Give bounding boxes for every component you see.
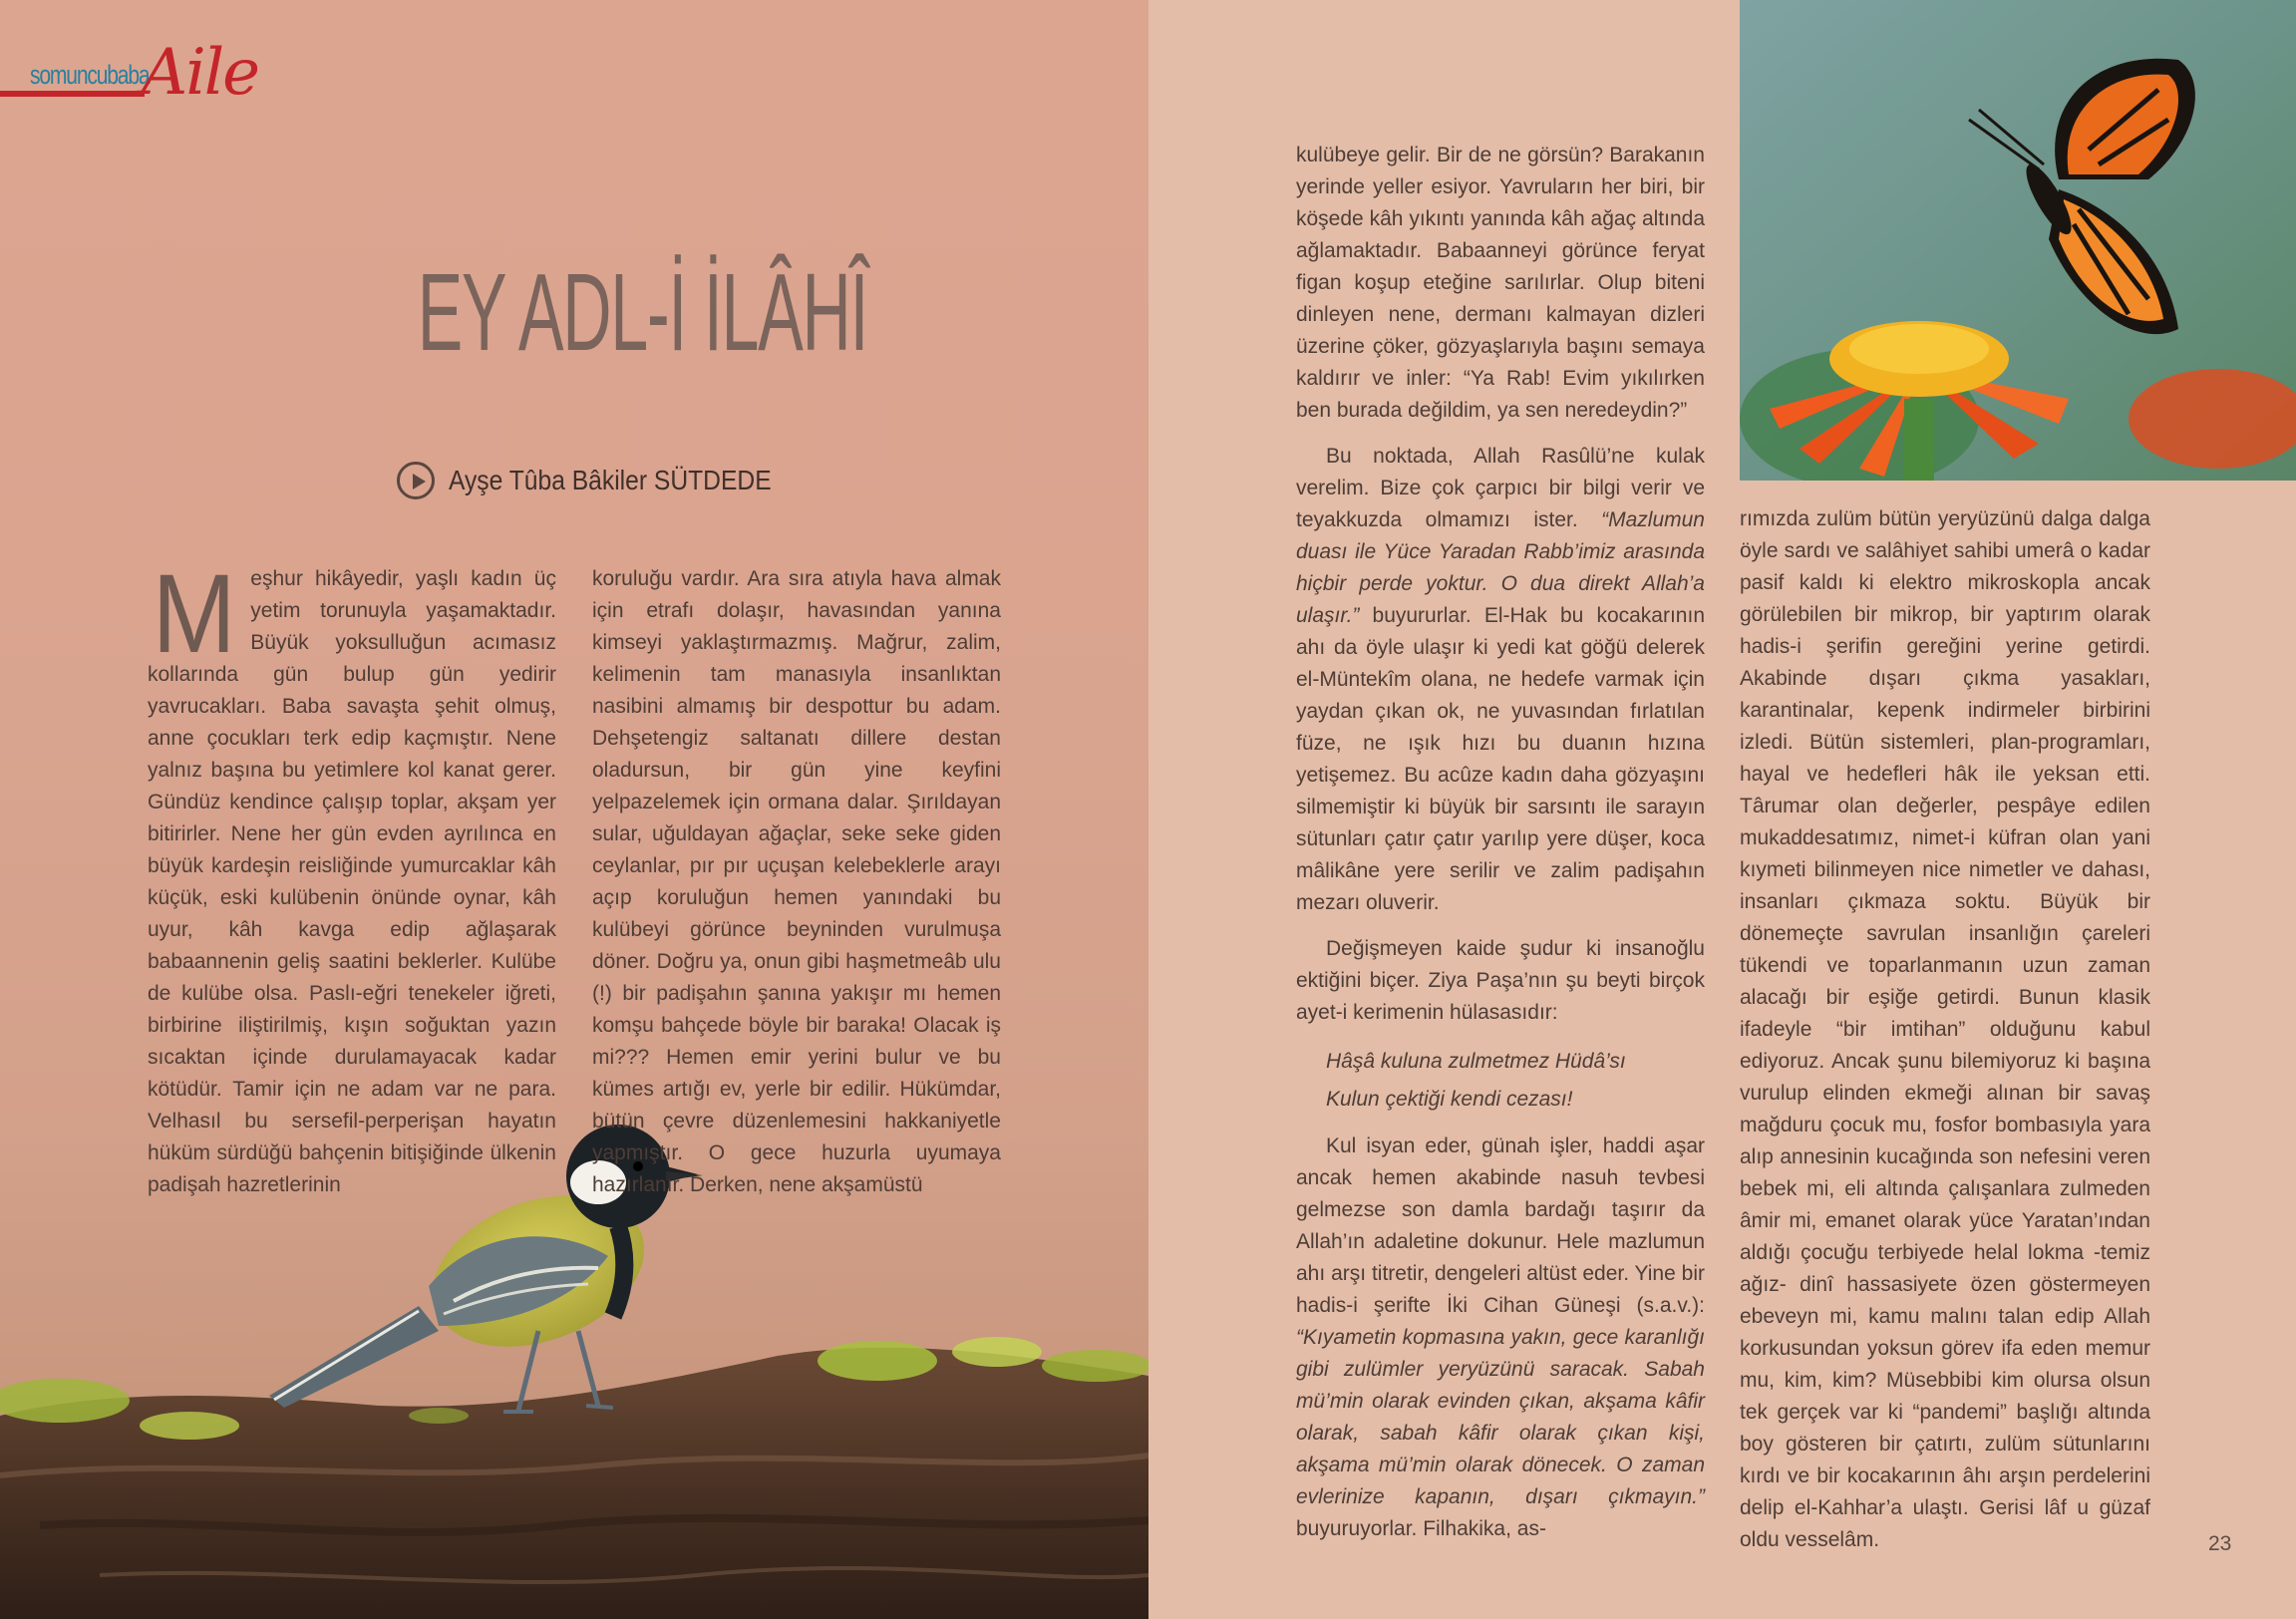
paragraph: rımızda zulüm bütün yeryüzünü dalga dalga öyle sardı ve salâhiyet sahibi umerâ o kadar pasif kaldı ki elektro mikroskopla ancak görülebilen bir mikrop, bir yaptırım olarak hadis-i şerifin gereğini yerine getirdi. Akabinde dışarı çıkma yasakları, karantinalar, kepenk indirmeler birbirini izledi. Bütün sistemleri, plan-programları, hayal ve hedefleri hâk ile yeksan etti. Târumar olan değerler, pespâye edilen mukaddesatımız, nimet-i küfran olan yani kıymeti bilinmeyen nice nimetler ve dahası, insanları çıkmaza soktu. Büyük bir dönemeçte savrulan insanlığın çareleri tükendi ve toparlanmanın uzun zaman alacağı bir eşiğe getirdi. Bunun klasik ifadeyle “bir imtihan” olduğunu kabul ediyoruz. Ancak şunu bilemiyoruz ki başına vurulup elinden ekmeği alınan bir savaş mağduru çocuk mu, fosfor bombasıyla yara alıp annesinin kucağında son nefesini veren bebek mi, eli altında çalışanlara zulmeden âmir mi, emanet olarak yüce Yaratan’ından aldığı çocuğu terbiyede helal lokma -temiz ağız- dinî hassasiyete özen göstermeyen ebeveyn mi, kamu malını talan edip Allah korkusundan yoksun görev ifa eden memur mu, kim, kim? Müsebbibi kim olursa olsun tek gerçek var ki “pandemi” başlığı altında boy gösteren bir çatırtı, zulüm sütunlarını kırdı ve bir kocakarının âhı arşın perdelerini delip el-Kahhar’a ulaştı. Gerisi lâf u güzaf oldu vesselâm. <box>1740 507 2150 1551</box>
paragraph <box>1296 441 1705 919</box>
paragraph <box>1296 1131 1705 1545</box>
logo-prefix: somuncubaba <box>30 60 150 90</box>
hadith-quote: “Kıyametin kopmasına yakın, gece karanlığı gibi zulümler yeryüzünü saracak. Sabah mü’min olarak evinden çıkan, akşama kâfir olarak, sabah kâfir olarak çıkan kişi, akşama mü’min olarak dönecek. O zaman evlerinize kapanın, dışarı çıkmayın.” <box>1296 1326 1705 1508</box>
article-column-2 <box>592 563 1001 1215</box>
poem-couplet <box>1326 1043 1705 1119</box>
author-name: Ayşe Tûba Bâkiler SÜTDEDE <box>449 465 772 495</box>
poem-line: Hâşâ kuluna zulmetmez Hüdâ’sı <box>1326 1050 1626 1073</box>
paragraph-text: buyururlar. El-Hak bu kocakarının ahı da öyle ulaşır ki yedi kat göğü delerek el-Müntekîm olana, ne hedefe varmak için yaydan çıkan ok, ne yuvasından fırlatılan füze, ne ışık hızı bu duanın hızına yetişemez. Bu acûze kadın daha gözyaşını silmemiştir ki büyük bir sarsıntı ile sarayın sütunları çatır çatır yarılıp yere düşer, koca mâlikâne yere serilir ve zalim padişahın mezarı oluverir. <box>1296 604 1705 914</box>
paragraph-text: Kul isyan eder, günah işler, haddi aşar ancak hemen akabinde nasuh tevbesi gelmezse son damla bardağı taşırır da Allah’ın adaletine dokunur. Hele mazlumun ahı arşı titretir, dengeleri altüst eder. Yine bir hadis-i şerifte İki Cihan Güneşi (s.a.v.): <box>1296 1134 1705 1317</box>
logo-section: Aile <box>142 36 259 110</box>
right-page <box>1148 0 2296 1619</box>
paragraph: kulübeye gelir. Bir de ne görsün? Barakanın yerinde yeller esiyor. Yavruların her biri, bir köşede kâh yıkıntı yanında kâh ağaç altında ağlamaktadır. Babaanneyi görünce feryat figan koşup eteğine sarılırlar. Olup biteni dinleyen nene, dermanı kalmayan dizleri üzerine çöker, gözyaşlarıyla başını semaya kaldırır ve inler: “Ya Rab! Evim yıkılırken ben burada değildim, ya sen neredeydin?” <box>1296 144 1705 422</box>
hadith-quote: “Mazlumun duası ile Yüce Yaradan Rabb’imiz arasında hiçbir perde yoktur. O dua direkt Allah’a ulaşır.” <box>1296 508 1705 627</box>
play-circle-icon <box>397 462 435 499</box>
author-line <box>397 459 816 502</box>
article-column-4 <box>1740 503 2150 1570</box>
page-number: 23 <box>2208 1532 2232 1555</box>
article-column-1 <box>148 551 556 1215</box>
paragraph: koruluğu vardır. Ara sıra atıyla hava almak için etrafı dolaşır, havasından yanına kimseyi yaklaştırmazmış. Mağrur, zalim, kelimenin tam manasıyla insanlıktan nasibini almamış bir despottur bu adam. Dehşetengiz saltanatı dillere destan oladursun, bir gün yine keyfini yelpazelemek için ormana dalar. Şırıldayan sular, uğuldayan ağaçlar, seke seke giden ceylanlar, pır pır uçuşan kelebeklerle arayı açıp koruluğun hemen yanındaki bu kulübeyi görünce beyninden vurulmuşa döner. Doğru ya, onun gibi haşmetmeâb ulu (!) bir padişahın şanına yakışır mı hemen komşu bahçede böyle bir baraka! Olacak iş mi??? Hemen emir yerini bulur ve bu kümes artığı ev, yerle bir edilir. Hükümdar, bütün çevre düzenlemesini hakkaniyetle yapmıştır. O gece huzurla uyumaya hazırlanır. Derken, nene akşamüstü <box>592 567 1001 1196</box>
article-column-3 <box>1296 140 1705 1559</box>
paragraph-text: buyuruyorlar. Filhakika, as- <box>1296 1517 1546 1540</box>
paragraph <box>148 551 556 1201</box>
poem-line: Kulun çektiği kendi cezası! <box>1326 1088 1573 1111</box>
magazine-logo <box>0 36 259 116</box>
article-title: EY ADL-İ İLÂHÎ <box>417 251 868 374</box>
paragraph-text: eşhur hikâyedir, yaşlı kadın üç yetim torunuyla yaşamaktadır. Büyük yoksulluğun acımasız kollarında gün bulup gün yedirir yavrucakları. Baba savaşta şehit olmuş, anne çocukları terk edip kaçmıştır. Nene yalnız başına bu yetimlere kol kanat gerer. Gündüz kendince çalışıp toplar, akşam yer bitirirler. Nene her gün evden ayrılınca en büyük kardeşin reisliğinde yumurcaklar kâh küçük, eski kulübenin önünde oynar, kâh uyur, kâh kavga edip ağlaşarak babaannenin geliş saatini beklerler. Kulübe de kulübe olsa. Paslı-eğri tenekeler iğreti, birbirine iliştirilmiş, kışın soğuktan yazın sıcaktan içinde durulamayacak kadar kötüdür. Tamir için ne adam var ne para. Velhasıl bu sersefil-perperişan hayatın hüküm sürdüğü bahçenin bitişiğinde ülkenin padişah hazretlerinin <box>148 567 556 1196</box>
drop-cap: M <box>152 551 236 676</box>
paragraph: Değişmeyen kaide şudur ki insanoğlu ektiğini biçer. Ziya Paşa’nın şu beyti birçok ayet-i kerimenin hülasasıdır: <box>1296 937 1705 1024</box>
logo-red-bar <box>0 91 145 97</box>
butterfly-on-flower-image <box>1740 0 2296 481</box>
paragraph-text: Bu noktada, Allah Rasûlü’ne kulak verelim. Bize çok çarpıcı bir bilgi verir ve teyakkuzda olmamızı ister. <box>1296 445 1705 531</box>
